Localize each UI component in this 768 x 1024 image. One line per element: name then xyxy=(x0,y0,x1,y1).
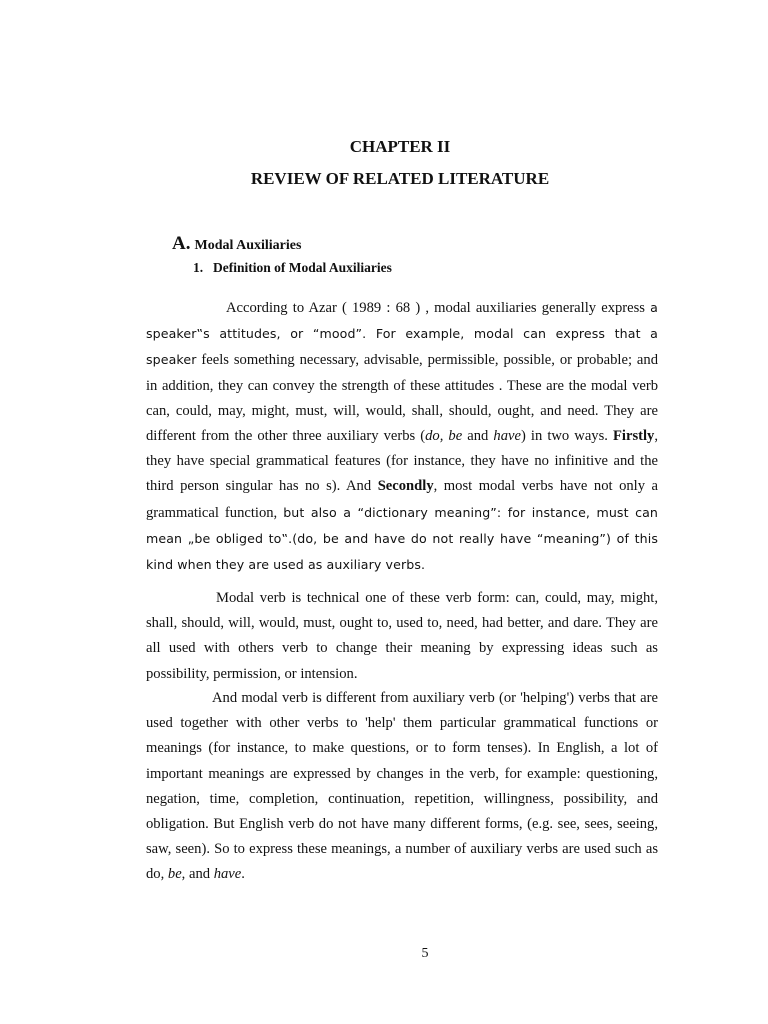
subsection-heading xyxy=(193,260,392,276)
p1-text-5: and xyxy=(462,428,494,445)
section-letter: A. xyxy=(172,233,191,254)
p3-italic-be: be xyxy=(167,866,182,883)
chapter-heading: CHAPTER II xyxy=(349,137,451,156)
chapter-title: REVIEW OF RELATED LITERATURE xyxy=(250,169,550,188)
paragraph-3 xyxy=(146,686,658,888)
p1-text-7: ) in two ways. xyxy=(520,428,613,445)
section-heading xyxy=(172,233,301,255)
p3-italic-have: have xyxy=(213,866,242,883)
p1-text-2: a speaker‟s attitudes, or “mood”. For example, modal can express that a speaker xyxy=(146,300,658,368)
p1-text-12: but also a “dictionary meaning”: for instance, must can mean „be obliged to‟.(do, be and have do not really have “meaning”) of this kind when they are used as auxiliary verbs. xyxy=(146,504,658,573)
p1-text-9: , they have special grammatical features (for instance, they have no infinitive and the third person singular has no s). And xyxy=(146,428,658,495)
p3-text-1: And modal verb is different from auxiliary verb (or 'helping') verbs that are used together with other verbs to 'help' them particular grammatical functions or meanings (for instance, to make questions, or to form tenses). In English, a lot of important meanings are expressed by changes in the verb, for example: questioning, negation, time, completion, continuation, repetition, willingness, possibility, and obligation. But English verb do not have many different forms, (e.g. see, sees, seeing, saw, seen). So to express these meanings, a number of auxiliary verbs are used such as do, xyxy=(146,690,658,883)
p1-italic-do-be: do, be xyxy=(425,428,463,445)
p1-text-1: According to Azar ( 1989 : 68 ) , modal auxiliaries generally express xyxy=(226,300,645,316)
page-number: 5 xyxy=(421,946,429,961)
subsection-number: 1. xyxy=(193,260,204,275)
p1-text-3: feels something necessary, advisable, permissible, possible, or probable; and in addition, they can convey the strength of these attitudes . These are the modal verb can, could, may, might, must, will, would, shall, should, ought, and need. They are different from the other three auxiliary verbs ( xyxy=(146,352,658,445)
section-label: Modal Auxiliaries xyxy=(194,238,302,253)
p1-bold-secondly: Secondly xyxy=(377,478,434,495)
p3-text-5: . xyxy=(241,866,245,883)
paragraph-2: Modal verb is technical one of these verb form: can, could, may, might, shall, should, will, would, must, ought to, used to, need, had better, and dare. They are all used with others verb to change their meaning by expressing ideas such as possibility, permission, or intension. xyxy=(146,590,658,682)
p1-text-11: , most modal verbs have not only a grammatical function, xyxy=(146,478,659,521)
p3-text-3: , and xyxy=(181,866,214,883)
p1-bold-firstly: Firstly xyxy=(613,428,655,445)
subsection-label: Definition of Modal Auxiliaries xyxy=(213,260,392,275)
paragraph-1 xyxy=(146,295,658,578)
p1-italic-have: have xyxy=(493,428,521,445)
